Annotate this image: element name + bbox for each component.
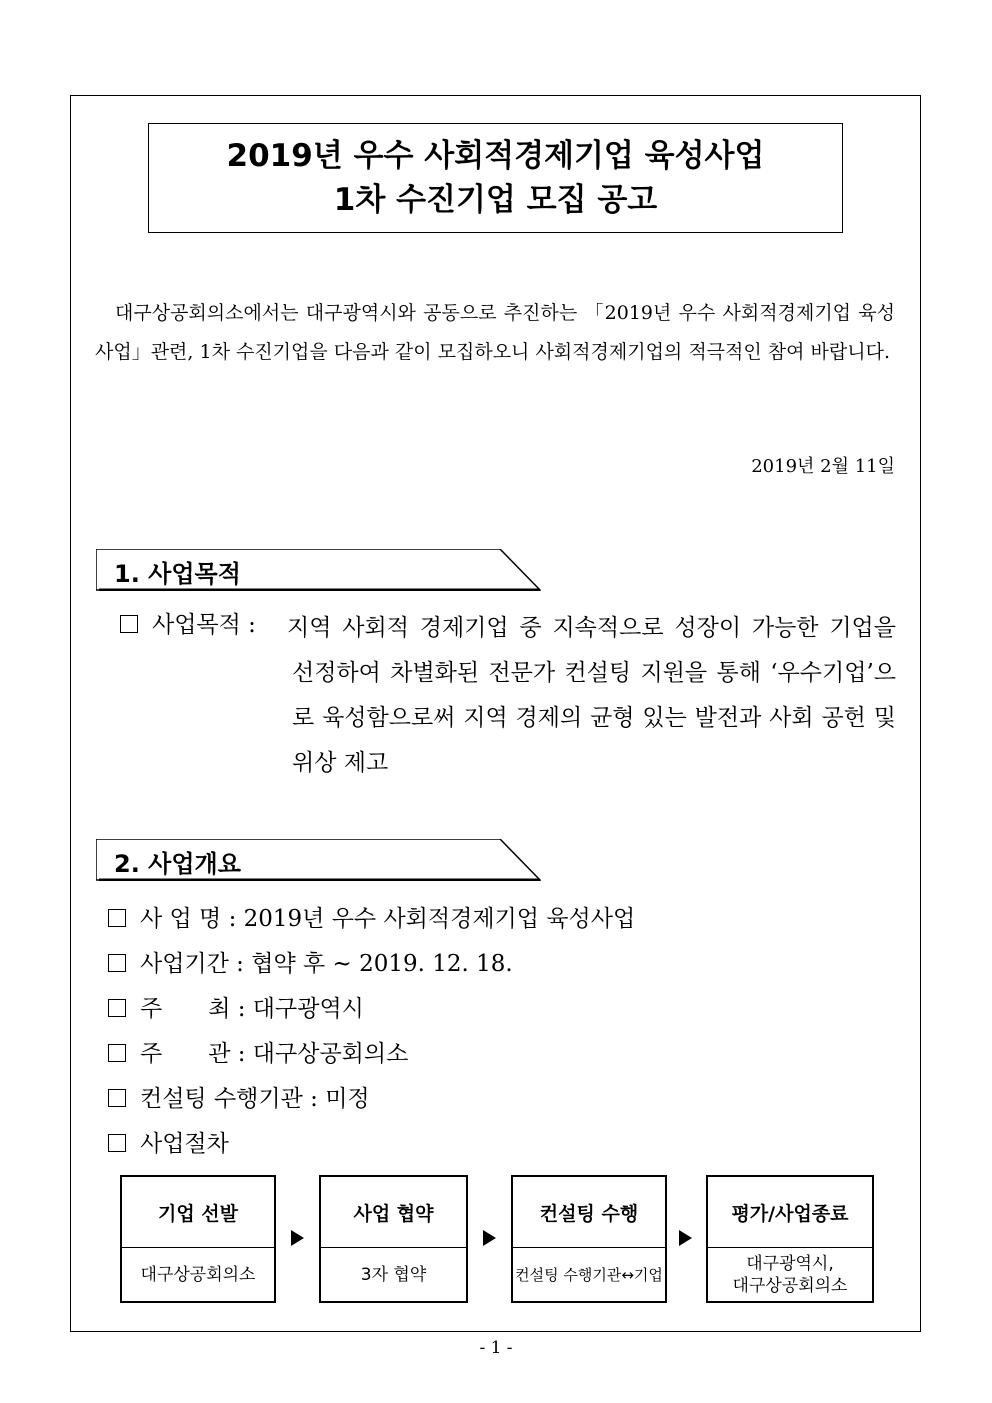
overview-item-host: 주 최 : 대구광역시: [108, 990, 364, 1023]
step-box-2: [319, 1175, 468, 1303]
checkbox-icon: [108, 954, 126, 972]
arrow-right-icon: [679, 1230, 692, 1246]
purpose-text: 지역 사회적 경제기업 중 지속적으로 성장이 가능한 기업을 선정하여 차별화된 전문가 컨설팅 지원을 통해 ‘우수기업’으로 육성함으로써 지역 경제의 균형 있는 발전과 사회 공헌 및 위상 제고: [287, 615, 896, 776]
step-box-4: [706, 1175, 874, 1303]
overview-item-procedure: 사업절차: [108, 1125, 229, 1158]
step-title: 사업 협약: [321, 1177, 466, 1248]
arrow-right-icon: [483, 1230, 496, 1246]
checkbox-icon: [108, 909, 126, 927]
step-title: 평가/사업종료: [708, 1177, 872, 1248]
step-org: 대구광역시, 대구상공회의소: [732, 1254, 848, 1296]
checkbox-icon: [108, 1044, 126, 1062]
section-2-title: 2. 사업개요: [114, 850, 241, 878]
arrow-right-icon: [291, 1230, 304, 1246]
page-number: - 1 -: [479, 1338, 513, 1358]
step-org: 컨설팅 수행기관↔기업: [515, 1266, 663, 1284]
overview-item-name: 사 업 명 : 2019년 우수 사회적경제기업 육성사업: [108, 900, 635, 933]
section-2-heading: [96, 839, 541, 881]
checkbox-icon: [120, 615, 138, 633]
checkbox-icon: [108, 1089, 126, 1107]
step-box-1: [120, 1175, 276, 1303]
title-box: [148, 123, 843, 233]
intro-paragraph: 대구상공회의소에서는 대구광역시와 공동으로 추진하는 「2019년 우수 사회적경제기업 육성사업」관련, 1차 수진기업을 다음과 같이 모집하오니 사회적경제기업의 적극적인 참여 바랍니다.: [95, 302, 895, 363]
step-org: 대구상공회의소: [140, 1265, 256, 1285]
overview-item-period: 사업기간 : 협약 후 ~ 2019. 12. 18.: [108, 945, 513, 978]
step-org: 3자 협약: [360, 1265, 427, 1285]
overview-item-consulting: 컨설팅 수행기관 : 미정: [108, 1080, 370, 1113]
section-1-heading: [96, 549, 541, 591]
step-title: 컨설팅 수행: [513, 1177, 665, 1248]
title-line-2: 1차 수진기업 모집 공고: [333, 182, 658, 218]
checkbox-icon: [108, 1134, 126, 1152]
purpose-label: 사업목적 :: [152, 612, 256, 638]
title-line-1: 2019년 우수 사회적경제기업 육성사업: [226, 138, 765, 174]
step-title: 기업 선발: [122, 1177, 274, 1248]
checkbox-icon: [108, 999, 126, 1017]
overview-item-organizer: 주 관 : 대구상공회의소: [108, 1035, 408, 1068]
step-box-3: [511, 1175, 667, 1303]
announcement-date: 2019년 2월 11일: [751, 456, 895, 477]
section-1-title: 1. 사업목적: [114, 560, 241, 588]
